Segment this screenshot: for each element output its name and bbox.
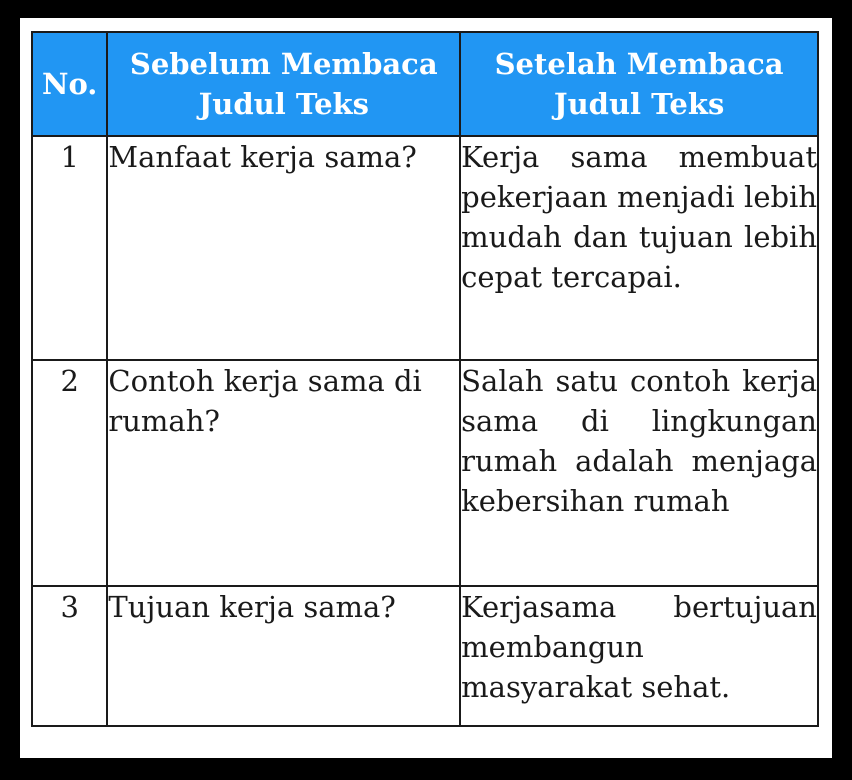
row-number: 2 [32, 360, 107, 586]
answer-cell: Kerja sama membuat pekerjaan menjadi lebih mudah dan tujuan lebih cepat tercapai. [460, 136, 818, 360]
table-row [32, 586, 818, 726]
answer-cell: Salah satu contoh kerja sama di lingkungan rumah adalah menjaga kebersihan rumah [460, 360, 818, 586]
header-before-reading: Sebelum Membaca Judul Teks [107, 32, 460, 136]
question-cell: Tujuan kerja sama? [107, 586, 460, 726]
header-no: No. [32, 32, 107, 136]
table-row [32, 360, 818, 586]
row-number: 3 [32, 586, 107, 726]
question-cell: Contoh kerja sama di rumah? [107, 360, 460, 586]
row-number: 1 [32, 136, 107, 360]
table-header-row [32, 32, 818, 136]
answer-cell: Kerjasama bertujuan membangun masyarakat sehat. [460, 586, 818, 726]
table-row [32, 136, 818, 360]
header-after-reading: Setelah Membaca Judul Teks [460, 32, 818, 136]
question-cell: Manfaat kerja sama? [107, 136, 460, 360]
reading-comparison-table [31, 31, 819, 727]
